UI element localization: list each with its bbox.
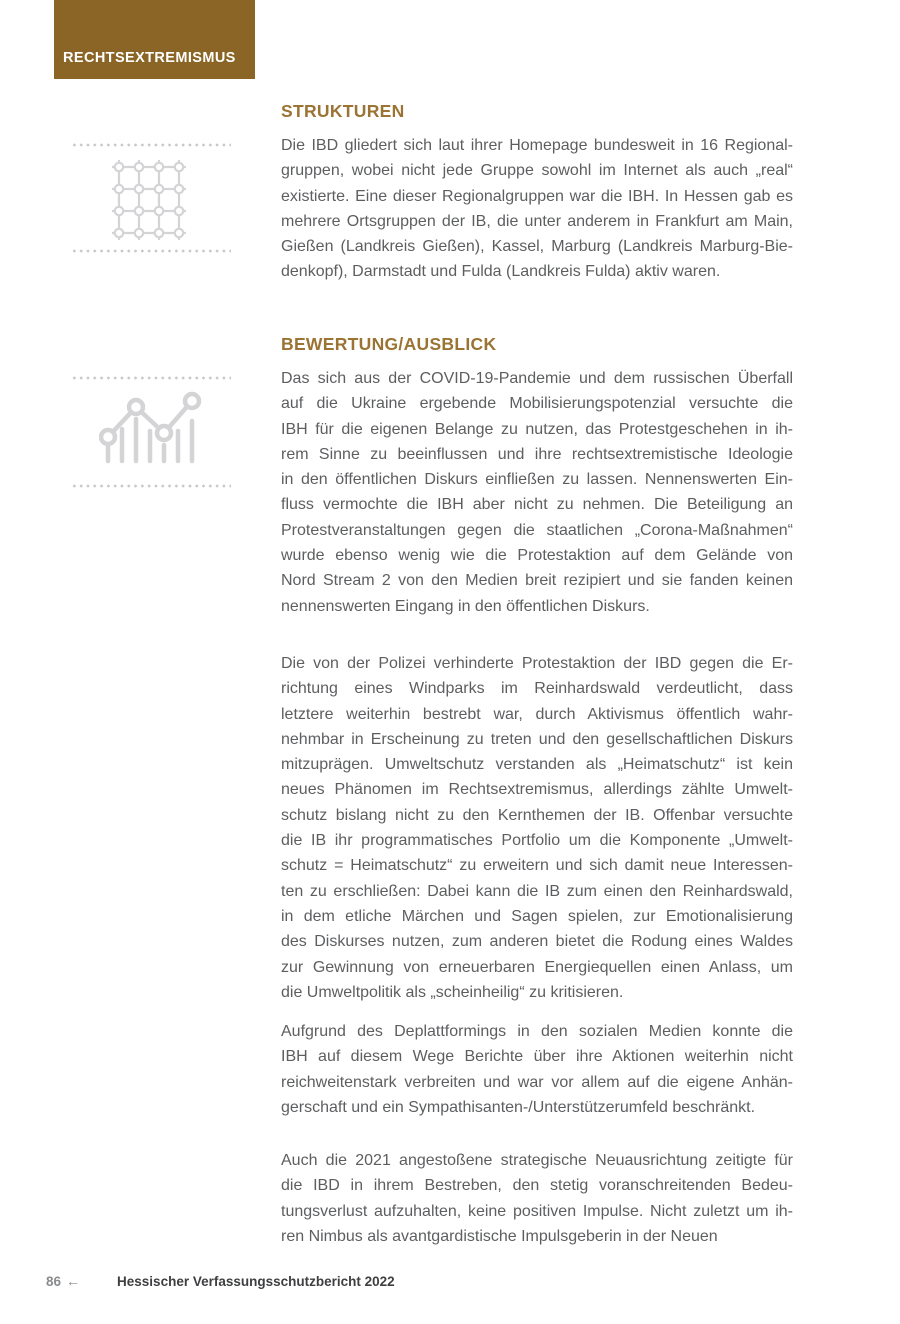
paragraph: Auch die 2021 angestoßene strategische Neuausrichtung zeitigte für die IBD in ihrem Bestreben, den stetig voranschreitenden Bedeu- tungsverlust aufzuhalten, keine positiven Impulse. Nicht zuletzt um ih- ren Nimbus als avantgardistische Impulsgeberin in der Neuen: [281, 1152, 793, 1245]
network-grid-icon: [111, 158, 193, 249]
paragraph: Aufgrund des Deplattformings in den sozialen Medien konnte die IBH auf diesem Wege Berichte über ihre Aktionen weiterhin nicht reichweitenstark verbreiten und war vor allem auf die eigene Anhän- gerschaft und ein Sympathisanten-/Unterstützerumfeld beschränkt.: [281, 1023, 793, 1116]
report-title: Hessischer Verfassungsschutzbericht 2022: [117, 1274, 395, 1289]
section-tab-label: RECHTSEXTREMISMUS: [63, 50, 236, 66]
dotted-rule: [73, 376, 231, 380]
paragraph: Die von der Polizei verhinderte Protestaktion der IBD gegen die Er- richtung eines Windparks im Reinhardswald verdeutlicht, dass letztere weiterhin bestrebt war, durch Aktivismus öffentlich wahr- nehmbar in Erscheinung zu treten und den gesellschaftlichen Diskurs mitzuprägen. Umweltschutz verstanden als „Heimatschutz“ ist kein neues Phänomen im Rechtsextremismus, allerdings zählte Umwelt- schutz bislang nicht zu den Kernthemen der IB. Offenbar versuchte die IB ihr programmatisches Portfolio um die Komponente „Umwelt- schutz = Heimatschutz“ zu erweitern und sich damit neue Interessen- ten zu erschließen: Dabei kann die IB zum einen den Reinhardswald, in dem etliche Märchen und Sagen spielen, zur Emotionalisierung des Diskurses nutzen, zum anderen bietet die Rodung eines Waldes zur Gewinnung von erneuerbaren Energiequellen einen Anlass, um die Umweltpolitik als „scheinheilig“ zu kritisieren.: [281, 655, 793, 1001]
paragraph: Die IBD gliedert sich laut ihrer Homepage bundesweit in 16 Regional- gruppen, wobei nicht jede Gruppe sowohl im Internet als auch „real“ existierte. Eine dieser Regionalgruppen war die IBH. In Hessen gab es mehrere Ortsgruppen der IB, die unter anderem in Frankfurt am Main, Gießen (Landkreis Gießen), Kassel, Marburg (Landkreis Marburg-Bie- denkopf), Darmstadt und Fulda (Landkreis Fulda) aktiv waren.: [281, 137, 793, 281]
section-tab: [54, 0, 255, 79]
dotted-rule: [73, 249, 231, 253]
heading-bewertung-ausblick: BEWERTUNG/AUSBLICK: [281, 334, 497, 354]
heading-strukturen: STRUKTUREN: [281, 101, 405, 121]
paragraph: Das sich aus der COVID-19-Pandemie und dem russischen Überfall auf die Ukraine ergebende Mobilisierungspotenzial versuchte die IBH für die eigenen Belange zu nutzen, das Protestgeschehen in ih- rem Sinne zu beeinflussen und ihre rechtsextremistische Ideologie in den öffentlichen Diskurs einfließen zu lassen. Nennenswerten Ein- fluss vermochte die IBH aber nicht zu nehmen. Die Beteiligung an Protestveranstaltungen gegen die staatlichen „Corona-Maßnahmen“ wurde ebenso wenig wie die Protestaktion auf dem Gelände von Nord Stream 2 von den Medien breit rezipiert und sie fanden keinen nennenswerten Eingang in den öffentlichen Diskurs.: [281, 370, 793, 615]
dotted-rule: [73, 143, 231, 147]
line-chart-icon: [99, 391, 203, 476]
back-arrow-icon: ←: [66, 1273, 81, 1289]
dotted-rule: [73, 484, 231, 488]
page-number: 86: [46, 1274, 62, 1289]
page-footer: [46, 1273, 395, 1289]
